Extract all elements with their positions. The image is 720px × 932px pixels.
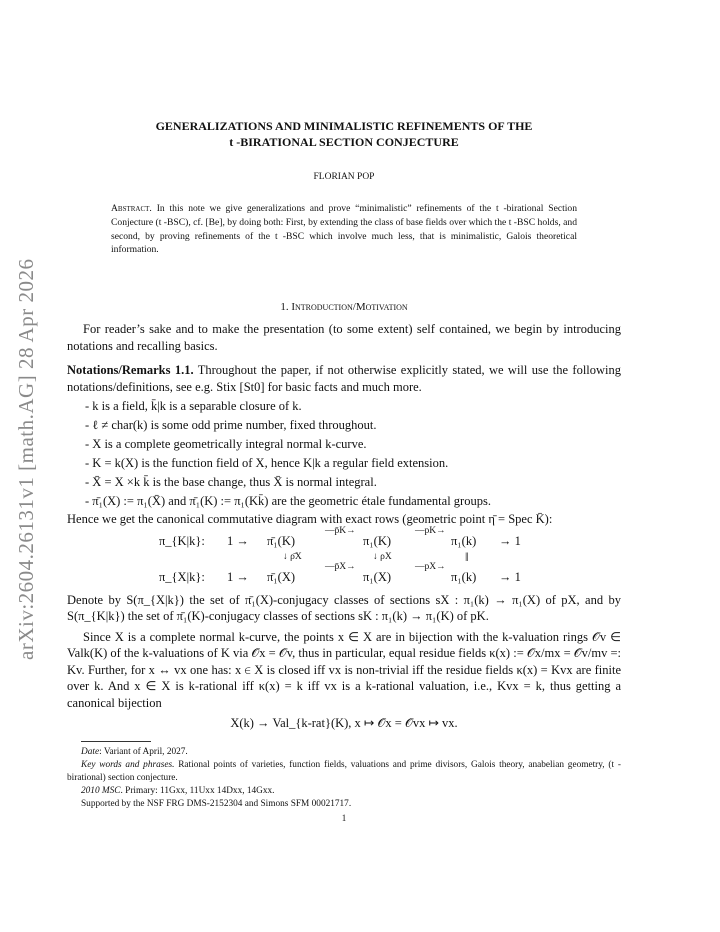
date-text: : Variant of April, 2027. [99,747,188,758]
abstract-block [111,202,577,257]
commutative-diagram [67,525,621,590]
diagram-row2-start: 1 → [227,569,249,584]
author-name: FLORIAN POP [313,172,375,182]
intro-paragraph: For reader’s sake and to make the presentation (to some extent) self contained, we begin by introducing notations and recalling basics. [67,322,621,353]
diagram-vertical-2: ↓ ρX [373,551,392,562]
keywords-text: Rational points of varieties, function fields, valuations and prime divisors, Galois theory, anabelian geometry, (t -birational) section conjecture. [67,760,621,784]
footnote-msc [67,785,621,798]
list-item: - ℓ ≠ char(k) is some odd prime number, fixed throughout. [85,418,377,433]
list-item: - π̄₁(X) := π₁(X̄) and π̄₁(K) := π₁(Kk̄) are the geometric étale fundamental groups. [85,494,491,509]
title-line-1: GENERALIZATIONS AND MINIMALISTIC REFINEMENTS OF THE [155,119,533,133]
paper-title [67,118,621,150]
arxiv-identifier-stamp: arXiv:2604.26131v1 [math.AG] 28 Apr 2026 [14,258,38,660]
remarks-text: Throughout the paper, if not otherwise explicitly stated, we will use the following notations/definitions, see e.g. Stix [St0] for basic facts and much more. [67,363,622,394]
list-item: - K = k(X) is the function field of X, hence K|k a regular field extension. [85,456,449,471]
diagram-row2-end: → 1 [499,569,521,584]
diagram-row2-arrow2: —pX→ [415,561,446,572]
diagram-row1-geometric-group: π̄₁(K) [267,533,296,548]
page-content [67,118,621,823]
sections-definition-paragraph: Denote by S(π_{X|k}) the set of π̄₁(X)-conjugacy classes of sections sX : π₁(k) → π₁(X) of pX, and by S(π_{K|k}) the set of π̄₁(K)-conjugacy classes of sections sK : π₁(k) → π₁(K) of pK. [67,592,621,624]
date-label: Date [81,747,100,758]
list-item: - X is a complete geometrically integral normal k-curve. [85,437,367,452]
title-line-2: t -BIRATIONAL SECTION CONJECTURE [229,135,459,149]
diagram-vertical-3: ‖ [465,549,469,564]
footnote-keywords [67,759,621,785]
footnote-support: Supported by the NSF FRG DMS-2152304 and Simons SFM 00021717. [81,799,352,810]
footnote-date [67,746,621,759]
keywords-label: Key words and phrases. [81,760,175,771]
msc-label: 2010 MSC [81,786,121,797]
diagram-row2-arrow1: —p̄X→ [325,561,356,572]
msc-text: . Primary: 11Gxx, 11Uxx 14Dxx, 14Gxx. [120,786,275,797]
valuation-paragraph: Since X is a complete normal k-curve, the points x ∈ X are in bijection with the k-valuation rings 𝒪v ∈ Valk(K) of the k-valuations of K via 𝒪x = 𝒪v, thus in particular, equal residue fields κ(x) := 𝒪x/mx = 𝒪v/mv =: Kv. Further, for x ↔ vx one has: x ∈ X is closed iff vx is non-trivial iff the residue fields κ(x) = Kvx are finite over k. And x ∈ X is k-rational iff κ(x) = k iff vx is a k-rational valuation, i.e., Kvx = k, thus getting a canonical bijection [67,629,621,710]
list-item: - k is a field, k̄|k is a separable closure of k. [85,399,302,414]
diagram-row1-end: → 1 [499,533,521,548]
diagram-row1-start: 1 → [227,533,249,548]
diagram-row1-label: π_{K|k}: [159,533,205,548]
diagram-row1-base-group: π₁(k) [451,533,477,548]
abstract-text: In this note we give generalizations and prove “minimalistic” refinements of the t -birational Section Conjecture (t -BSC), cf. [Be], by doing both: First, by extending the class of base fields over which the t -BSC holds, and second, by proving refinements of the t -BSC which involve much less, that is minimalistic, Galois theoretical information. [111,203,578,256]
list-item: - X̄ = X ×k k̄ is the base change, thus X̄ is normal integral. [85,475,377,490]
diagram-row1-arrow1: —p̄K→ [325,525,356,536]
diagram-intro: Hence we get the canonical commutative diagram with exact rows (geometric point η̄ = Spec K̄): [67,512,553,527]
notation-list [85,397,621,511]
page-number: 1 [341,813,347,824]
diagram-row2-label: π_{X|k}: [159,569,205,584]
diagram-row2-group: π₁(X) [363,569,392,584]
diagram-row1-arrow2: —pK→ [415,525,446,536]
diagram-vertical-1: ↓ ρ̄X [283,551,302,562]
remarks-paragraph [67,362,621,395]
bijection-formula: X(k) → Val_{k-rat}(K), x ↦ 𝒪x = 𝒪vx ↦ vx. [230,716,458,731]
diagram-row2-geometric-group: π̄₁(X) [267,569,296,584]
diagram-row1-group: π₁(K) [363,533,392,548]
footnote-rule [81,741,151,742]
section-heading: 1. Introduction/Motivation [280,301,408,314]
remarks-heading: Notations/Remarks 1.1. [67,363,194,378]
diagram-row2-base-group: π₁(k) [451,569,477,584]
abstract-label: Abstract. [111,203,152,214]
